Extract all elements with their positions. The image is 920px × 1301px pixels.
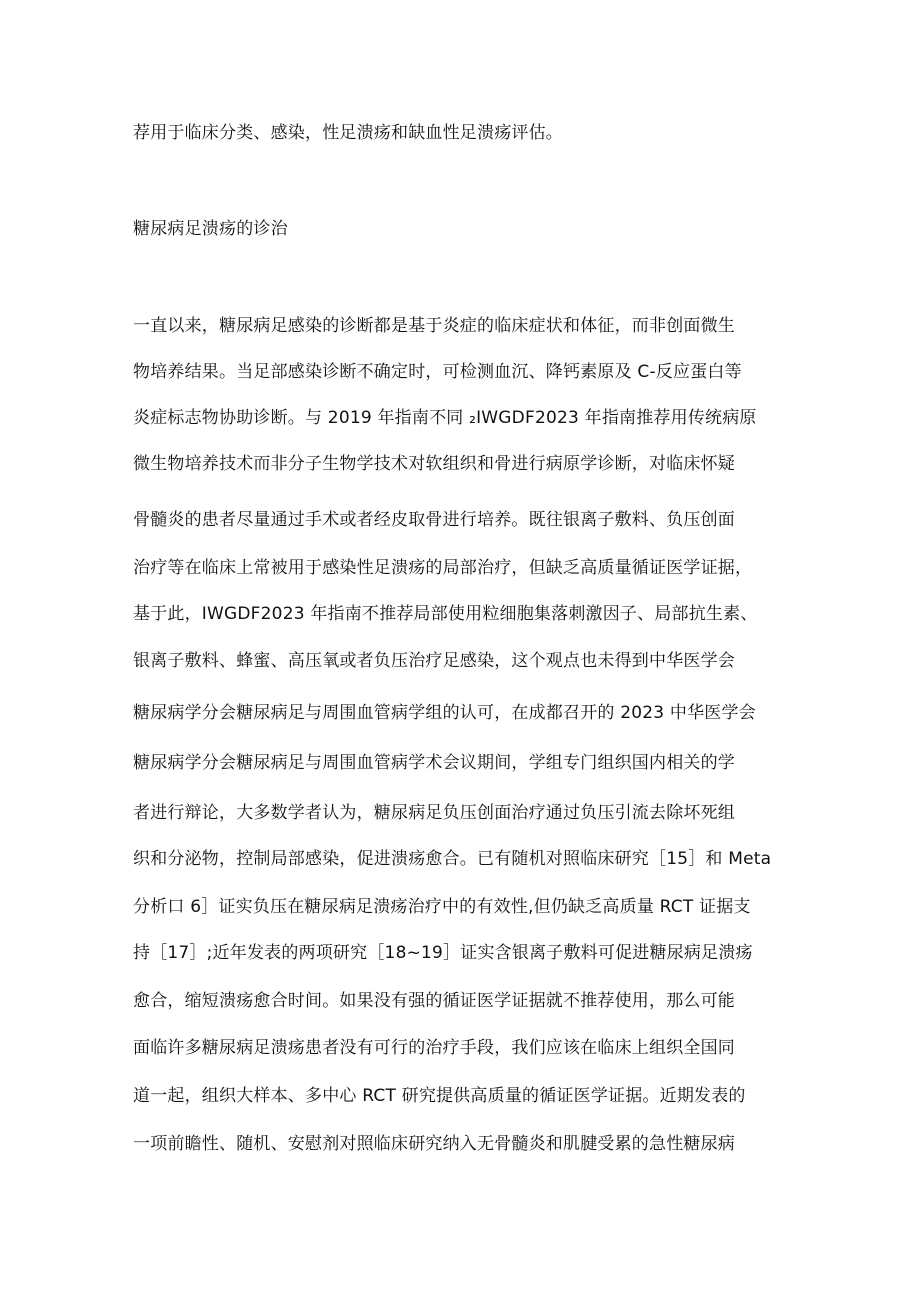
- paragraph-line: 炎症标志物协助诊断。与 2019 年指南不同 ₂IWGDF2023 年指南推荐用传统病原: [133, 408, 757, 428]
- paragraph-line: 基于此，IWGDF2023 年指南不推荐局部使用粒细胞集落刺激因子、局部抗生素、: [133, 604, 758, 624]
- paragraph-line: 面临许多糖尿病足溃疡患者没有可行的治疗手段，我们应该在临床上组织全国同: [133, 1038, 735, 1058]
- paragraph-line: 银离子敷料、蜂蜜、高压氧或者负压治疗足感染，这个观点也未得到中华医学会: [133, 651, 735, 671]
- paragraph-line: 糖尿病学分会糖尿病足与周围血管病学术会议期间，学组专门组织国内相关的学: [133, 753, 735, 773]
- paragraph-line: 一项前瞻性、随机、安慰剂对照临床研究纳入无骨髓炎和肌腱受累的急性糖尿病: [133, 1134, 735, 1154]
- paragraph-line: 分析口 6］证实负压在糖尿病足溃疡治疗中的有效性,但仍缺乏高质量 RCT 证据支: [133, 897, 751, 917]
- paragraph-line: 糖尿病学分会糖尿病足与周围血管病学组的认可，在成都召开的 2023 中华医学会: [133, 703, 756, 723]
- paragraph-line: 织和分泌物，控制局部感染，促进溃疡愈合。已有随机对照临床研究［15］和 Meta: [133, 849, 772, 869]
- paragraph-line: 微生物培养技术而非分子生物学技术对软组织和骨进行病原学诊断，对临床怀疑: [133, 454, 735, 474]
- paragraph-line: 道一起，组织大样本、多中心 RCT 研究提供高质量的循证医学证据。近期发表的: [133, 1086, 746, 1106]
- paragraph-line: 治疗等在临床上常被用于感染性足溃疡的局部治疗，但缺乏高质量循证医学证据，: [133, 558, 753, 578]
- paragraph-line: 一直以来，糖尿病足感染的诊断都是基于炎症的临床症状和体征，而非创面微生: [133, 316, 735, 336]
- intro-text-line: 荐用于临床分类、感染，性足溃疡和缺血性足溃疡评估。: [133, 123, 563, 143]
- section-heading: 糖尿病足溃疡的诊治: [133, 219, 288, 239]
- paragraph-line: 愈合，缩短溃疡愈合时间。如果没有强的循证医学证据就不推荐使用，那么可能: [133, 991, 735, 1011]
- paragraph-line: 持［17］;近年发表的两项研究［18~19］证实含银离子敷料可促进糖尿病足溃疡: [133, 943, 753, 963]
- paragraph-line: 物培养结果。当足部感染诊断不确定时，可检测血沉、降钙素原及 C-反应蛋白等: [133, 362, 742, 382]
- paragraph-line: 骨髓炎的患者尽量通过手术或者经皮取骨进行培养。既往银离子敷料、负压创面: [133, 510, 735, 530]
- paragraph-line: 者进行辩论，大多数学者认为，糖尿病足负压创面治疗通过负压引流去除坏死组: [133, 803, 735, 823]
